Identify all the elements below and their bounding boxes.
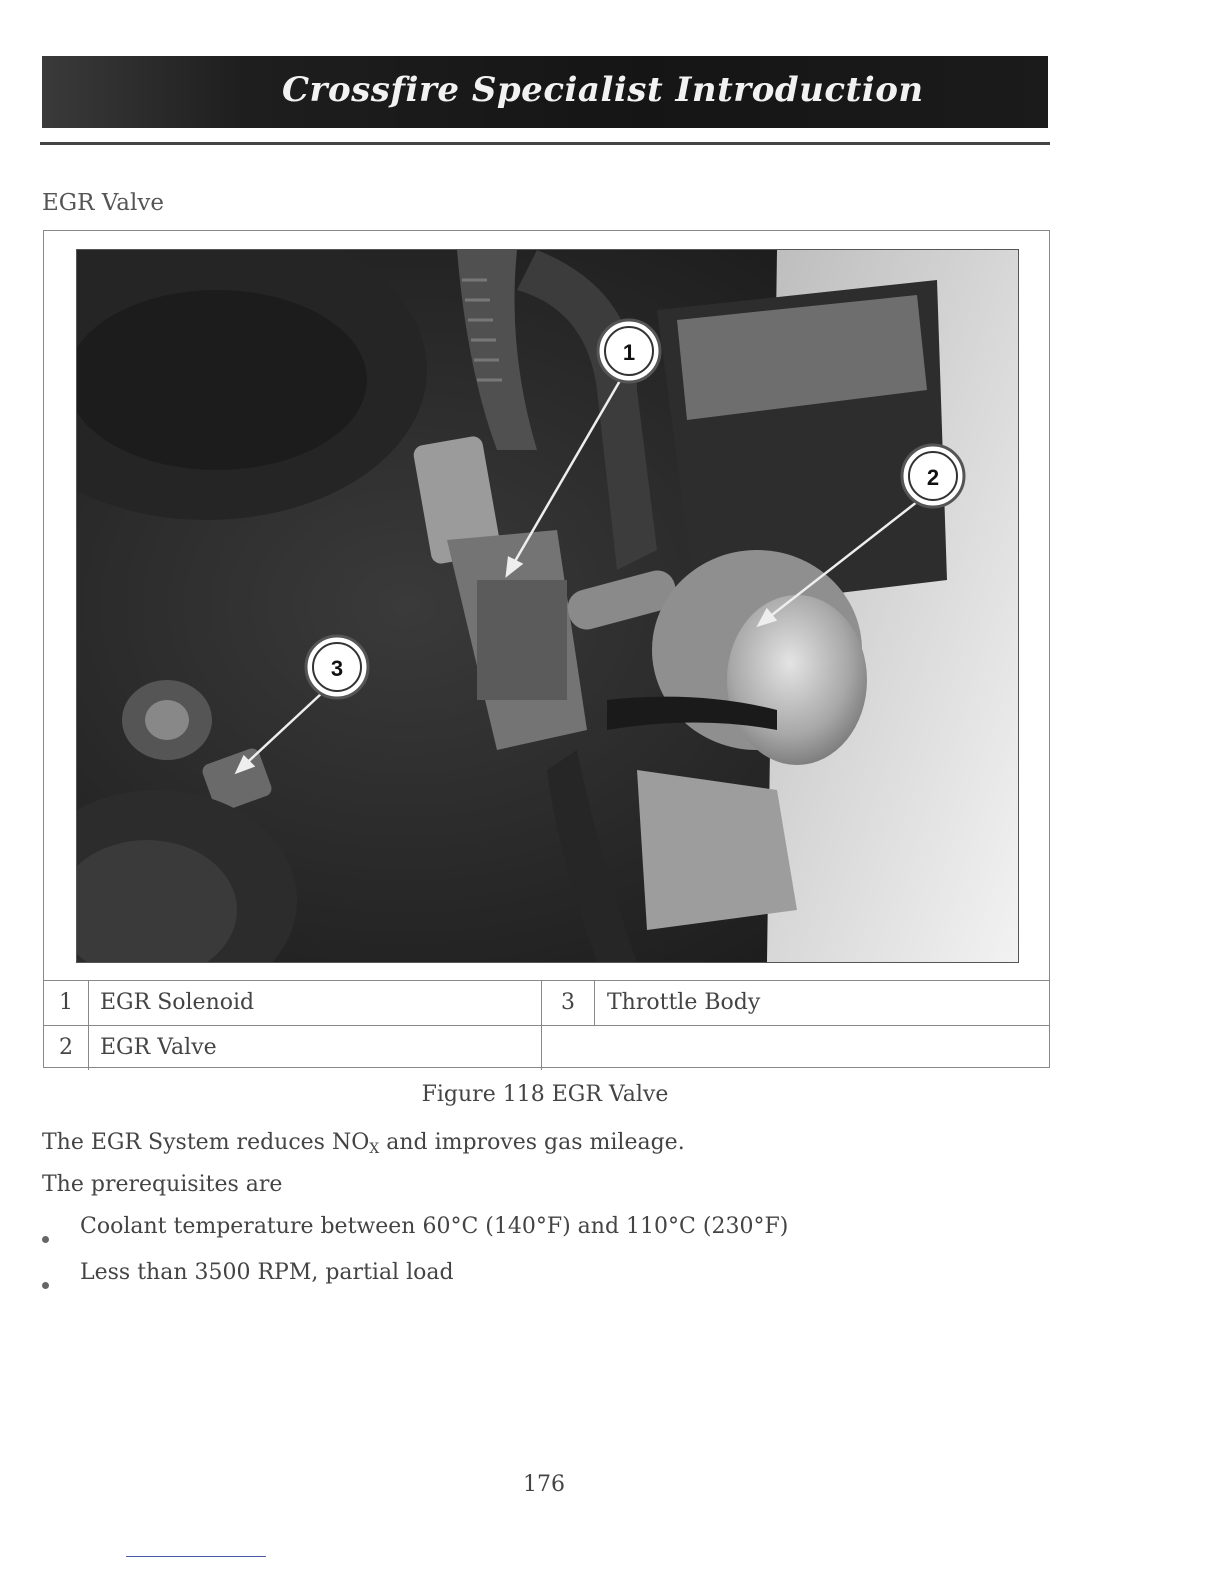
figure-caption: Figure 118 EGR Valve <box>421 1082 669 1107</box>
legend-row <box>44 981 1049 1026</box>
page-title: Crossfire Specialist Introduction <box>282 70 924 110</box>
svg-text:3: 3 <box>330 656 344 681</box>
egr-valve-photo <box>76 249 1019 963</box>
legend-row <box>44 1026 1049 1070</box>
nox-subscript: X <box>369 1141 380 1157</box>
prerequisites-label: The prerequisites are <box>42 1172 283 1197</box>
callout-3 <box>306 636 368 698</box>
bullet-dot <box>42 1236 49 1243</box>
callout-1 <box>598 320 660 382</box>
intro-text: The EGR System reduces NO <box>42 1130 370 1155</box>
legend-number: 2 <box>44 1026 89 1070</box>
legend-table <box>44 980 1049 1070</box>
legend-label: EGR Valve <box>100 1035 217 1060</box>
bullet-item: Less than 3500 RPM, partial load <box>80 1260 454 1285</box>
svg-text:1: 1 <box>622 340 636 365</box>
intro-paragraph <box>42 1130 685 1155</box>
page-number: 176 <box>523 1472 565 1497</box>
legend-label: EGR Solenoid <box>100 990 255 1015</box>
legend-label: Throttle Body <box>607 990 761 1015</box>
intro-text-end: and improves gas mileage. <box>379 1130 685 1155</box>
legend-divider <box>541 1026 542 1070</box>
svg-text:2: 2 <box>926 465 940 490</box>
section-label: EGR Valve <box>42 190 164 216</box>
header-rule <box>40 142 1050 145</box>
footer-line <box>126 1556 266 1557</box>
page-header <box>42 56 1048 128</box>
callout-2 <box>902 445 964 507</box>
figure <box>43 230 1050 1068</box>
legend-number: 3 <box>542 981 595 1025</box>
legend-number: 1 <box>44 981 89 1025</box>
bullet-item: Coolant temperature between 60°C (140°F) and 110°C (230°F) <box>80 1214 789 1239</box>
bullet-dot <box>42 1282 49 1289</box>
